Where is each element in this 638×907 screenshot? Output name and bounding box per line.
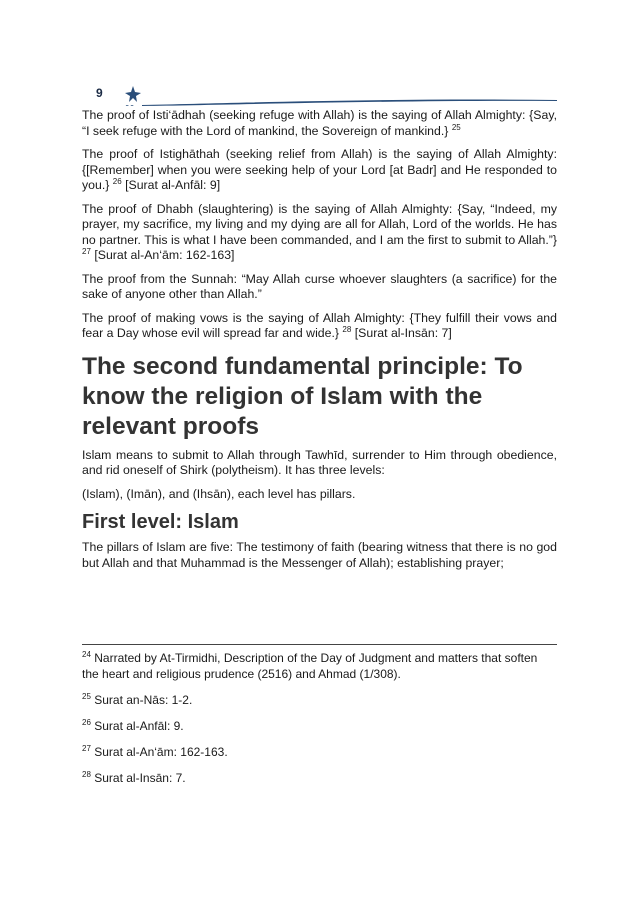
footnotes — [82, 650, 557, 796]
footnote-item: $^{26}$ Surat al-Anfāl: 9. — [82, 718, 184, 733]
section-heading: The second fundamental principle: To know the religion of Islam with the relevant proofs — [82, 352, 523, 440]
footnote-ref[interactable]: 25 — [451, 122, 461, 132]
paragraph-istiadhah: The proof of Isti‘ādhah (seeking refuge with Allah) is the saying of Allah Almighty: {Say, “I seek refuge with the Lord of mankind, the Sovereign of mankind.} $^{25}$ — [82, 108, 557, 138]
footnote-item: $^{28}$ Surat al-Insān: 7. — [82, 770, 186, 785]
footnote-ref[interactable]: 26 — [112, 176, 122, 186]
footnote-item: $^{27}$ Surat al-An‘ām: 162-163. — [82, 744, 228, 759]
footnote-ref[interactable]: 27 — [82, 246, 91, 256]
footnote-ref[interactable]: 28 — [342, 324, 352, 334]
footnote-item: $^{24}$ Narrated by At-Tirmidhi, Description of the Day of Judgment and matters that soften the heart and religious prudence (2516) and Ahmad (1/308). — [82, 650, 538, 681]
subheading-first-level: First level: Islam — [82, 511, 239, 533]
paragraph-vows: The proof of making vows is the saying of Allah Almighty: {They fulfill their vows and fear a Day whose evil will spread far and wide.} $^{28}$ [Surat al-Insān: 7] — [82, 310, 557, 340]
paragraph-levels: (Islam), (Imān), and (Ihsān), each level has pillars. — [82, 486, 356, 501]
header-ornament — [112, 84, 557, 108]
paragraph-pillars: The pillars of Islam are five: The testimony of faith (bearing witness that there is no god but Allah and that Muhammad is the Messenger of Allah); establishing prayer; — [82, 540, 557, 570]
paragraph-islam-definition: Islam means to submit to Allah through Tawhīd, surrender to Him through obedience, and rid oneself of Shirk (polytheism). It has three levels: — [82, 447, 557, 477]
paragraph-sunnah: The proof from the Sunnah: “May Allah curse whoever slaughters (a sacrifice) for the sake of anyone other than Allah.” — [82, 271, 557, 301]
footnote-divider — [82, 644, 557, 645]
footnote-item: $^{25}$ Surat an-Nās: 1-2. — [82, 692, 193, 707]
main-content — [82, 108, 557, 579]
ornament-swoosh — [142, 100, 557, 106]
paragraph-istighathah: The proof of Istighāthah (seeking relief from Allah) is the saying of Allah Almighty: {[Remember] when you were seeking help of your Lord [at Badr] and He responded to you.} $^{26}$ [Surat al-Anfāl: 9] — [82, 147, 557, 192]
ornament-glyph: ـ ـ — [126, 99, 134, 108]
page-number: 9 — [96, 86, 103, 100]
paragraph-dhabh: The proof of Dhabh (slaughtering) is the saying of Allah Almighty: {Say, “Indeed, my prayer, my sacrifice, my living and my dying are all for Allah, Lord of the worlds. He has no partner. This is what I have been commanded, and I am the first to submit to Allah.”} $^{27}$ [Surat al-An‘ām: 162-163] — [82, 201, 557, 262]
